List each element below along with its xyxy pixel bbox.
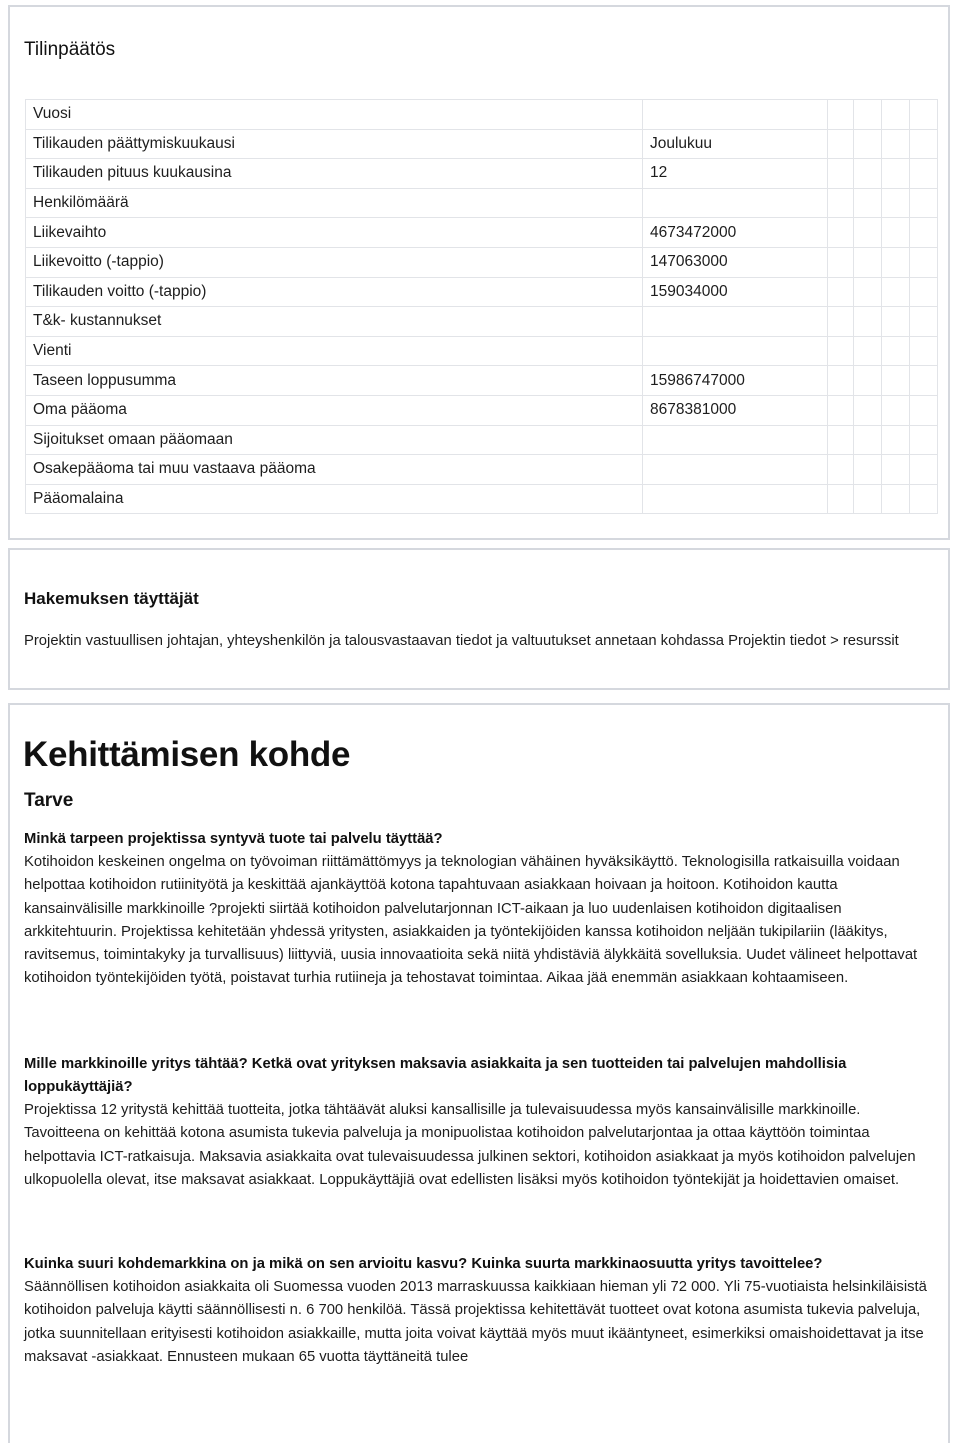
answer-text: Säännöllisen kotihoidon asiakkaita oli Suomessa vuoden 2013 marraskuussa kaikkiaan hieman yli 72 000. Yli 75-vuotiaista helsinkiläisistä kotihoidon palveluja käytti säännöllisesti n. 6 700 henkilöä. Tässä projektissa kehitettävät tuotteet ovat kotona asumista tukevia palveluja, jotka suunnitellaan erityisesti kotihoidon asiakkaille, mutta joita voivat käyttää myös muut ikääntyneet, esimerkiksi omaishoidettavat ja itse maksavat -asiakkaat. Ennusteen mukaan 65 vuotta täyttäneitä tulee	[24, 1279, 927, 1365]
empty-cell	[828, 159, 854, 189]
empty-cell	[854, 129, 882, 159]
row-label: Vuosi	[26, 100, 643, 130]
row-label: Henkilömäärä	[26, 188, 643, 218]
empty-cell	[882, 218, 910, 248]
question-text: Kuinka suuri kohdemarkkina on ja mikä on sen arvioitu kasvu? Kuinka suurta markkinaosuutta yritys tavoittelee?	[24, 1256, 823, 1272]
empty-cell	[854, 307, 882, 337]
question-text: Mille markkinoille yritys tähtää? Ketkä ovat yrityksen maksavia asiakkaita ja sen tuotteiden tai palvelujen mahdollisia loppukäyttäjiä?	[24, 1056, 847, 1095]
financial-row	[26, 425, 938, 455]
empty-cell	[910, 307, 938, 337]
row-value	[643, 100, 828, 130]
empty-cell	[882, 188, 910, 218]
row-value	[643, 336, 828, 366]
empty-cell	[882, 129, 910, 159]
empty-cell	[828, 188, 854, 218]
empty-cell	[910, 159, 938, 189]
empty-cell	[854, 100, 882, 130]
financial-row	[26, 100, 938, 130]
empty-cell	[828, 129, 854, 159]
row-label: Taseen loppusumma	[26, 366, 643, 396]
development-target-title: Kehittämisen kohde	[23, 735, 351, 774]
empty-cell	[854, 366, 882, 396]
empty-cell	[882, 159, 910, 189]
empty-cell	[910, 247, 938, 277]
financial-row	[26, 484, 938, 514]
financial-row	[26, 277, 938, 307]
question-block	[24, 828, 936, 991]
empty-cell	[910, 188, 938, 218]
row-value: Joulukuu	[643, 129, 828, 159]
empty-cell	[910, 277, 938, 307]
answer-text: Projektissa 12 yritystä kehittää tuotteita, jotka tähtäävät aluksi kansallisille ja tulevaisuudessa myös kansainvälisille markkinoille. Tavoitteena on kehittää kotona asumista tukevia palveluja ja monipuolistaa kotihoidon palvelutarjontaa ja ottaa käyttöön toimintaa helpottavia ICT-ratkaisuja. Maksavia asiakkaita ovat tulevaisuudessa julkinen sektori, kotihoidon asiakkaat ja myös kotihoidon palvelujen ulkopuolella olevat, itse maksavat asiakkaat. Loppukäyttäjiä ovat edellisten lisäksi myös kotihoidon työntekijät ja hoidettavien omaiset.	[24, 1102, 916, 1188]
row-label: Oma pääoma	[26, 395, 643, 425]
empty-cell	[854, 218, 882, 248]
empty-cell	[882, 366, 910, 396]
row-value: 147063000	[643, 247, 828, 277]
row-value	[643, 484, 828, 514]
question-block	[24, 1053, 936, 1192]
empty-cell	[910, 484, 938, 514]
applicants-description: Projektin vastuullisen johtajan, yhteyshenkilön ja talousvastaavan tiedot ja valtuutukset annetaan kohdassa Projektin tiedot > resurssit	[24, 633, 899, 649]
empty-cell	[828, 336, 854, 366]
empty-cell	[828, 425, 854, 455]
question-block	[24, 1253, 936, 1369]
empty-cell	[910, 455, 938, 485]
applicants-title: Hakemuksen täyttäjät	[24, 589, 199, 608]
row-label: Liikevoitto (-tappio)	[26, 247, 643, 277]
financial-row	[26, 188, 938, 218]
empty-cell	[828, 455, 854, 485]
row-label: Osakepääoma tai muu vastaava pääoma	[26, 455, 643, 485]
empty-cell	[910, 395, 938, 425]
row-value: 12	[643, 159, 828, 189]
empty-cell	[910, 425, 938, 455]
row-label: Pääomalaina	[26, 484, 643, 514]
financial-statement-panel	[8, 5, 950, 540]
empty-cell	[828, 307, 854, 337]
empty-cell	[882, 277, 910, 307]
financial-row	[26, 129, 938, 159]
financial-row	[26, 395, 938, 425]
empty-cell	[910, 336, 938, 366]
empty-cell	[854, 395, 882, 425]
empty-cell	[854, 484, 882, 514]
row-label: Vienti	[26, 336, 643, 366]
empty-cell	[854, 336, 882, 366]
development-target-panel	[8, 703, 950, 1443]
empty-cell	[910, 129, 938, 159]
financial-row	[26, 247, 938, 277]
empty-cell	[882, 455, 910, 485]
applicants-panel	[8, 548, 950, 690]
financial-row	[26, 218, 938, 248]
row-value	[643, 307, 828, 337]
row-value	[643, 455, 828, 485]
empty-cell	[882, 307, 910, 337]
financial-row	[26, 307, 938, 337]
row-label: Tilikauden voitto (-tappio)	[26, 277, 643, 307]
empty-cell	[828, 247, 854, 277]
empty-cell	[882, 247, 910, 277]
empty-cell	[910, 100, 938, 130]
financial-row	[26, 455, 938, 485]
financial-statement-table	[25, 99, 938, 514]
empty-cell	[854, 159, 882, 189]
financial-statement-title: Tilinpäätös	[24, 39, 116, 60]
empty-cell	[828, 277, 854, 307]
row-label: Liikevaihto	[26, 218, 643, 248]
empty-cell	[854, 277, 882, 307]
financial-row	[26, 336, 938, 366]
empty-cell	[882, 100, 910, 130]
row-value: 15986747000	[643, 366, 828, 396]
empty-cell	[854, 188, 882, 218]
row-label: T&k- kustannukset	[26, 307, 643, 337]
row-value	[643, 425, 828, 455]
financial-row	[26, 366, 938, 396]
row-value: 159034000	[643, 277, 828, 307]
empty-cell	[882, 484, 910, 514]
row-value	[643, 188, 828, 218]
empty-cell	[828, 218, 854, 248]
empty-cell	[854, 247, 882, 277]
empty-cell	[828, 395, 854, 425]
empty-cell	[910, 366, 938, 396]
answer-text: Kotihoidon keskeinen ongelma on työvoiman riittämättömyys ja teknologian vähäinen hyväksikäyttö. Teknologisilla ratkaisuilla voidaan helpottaa kotihoidon rutiinityötä ja keskittää ajankäyttöä kotona tapahtuvaan asiakkaan hoivaan ja hoitoon. Kotihoidon kautta kansainvälisille markkinoille ?projekti siirtää kotihoidon palvelutarjonnan ICT-aikaan ja luo uudenlaisen kotihoidon digitaalisen arkkitehtuurin. Projektissa kehitetään yhdessä yritysten, asiakkaiden ja työntekijöiden kanssa kotihoidon neljään tukipilariin (lääkitys, ravitsemus, toimintakyky ja turvallisuus) liittyviä, uusia innovaatioita sekä niitä yhdistäviä älykkäitä sovelluksia. Uudet välineet helpottavat kotihoidon työntekijöiden työtä, poistavat turhia rutiineja ja tehostavat toimintaa. Aikaa jää enemmän asiakkaan kohtaamiseen.	[24, 854, 918, 987]
need-subtitle: Tarve	[24, 790, 74, 811]
empty-cell	[854, 425, 882, 455]
empty-cell	[910, 218, 938, 248]
empty-cell	[882, 336, 910, 366]
row-label: Sijoitukset omaan pääomaan	[26, 425, 643, 455]
empty-cell	[882, 395, 910, 425]
row-value: 4673472000	[643, 218, 828, 248]
row-value: 8678381000	[643, 395, 828, 425]
financial-row	[26, 159, 938, 189]
empty-cell	[828, 484, 854, 514]
empty-cell	[828, 366, 854, 396]
row-label: Tilikauden pituus kuukausina	[26, 159, 643, 189]
empty-cell	[882, 425, 910, 455]
empty-cell	[828, 100, 854, 130]
empty-cell	[854, 455, 882, 485]
question-text: Minkä tarpeen projektissa syntyvä tuote tai palvelu täyttää?	[24, 831, 443, 847]
row-label: Tilikauden päättymiskuukausi	[26, 129, 643, 159]
